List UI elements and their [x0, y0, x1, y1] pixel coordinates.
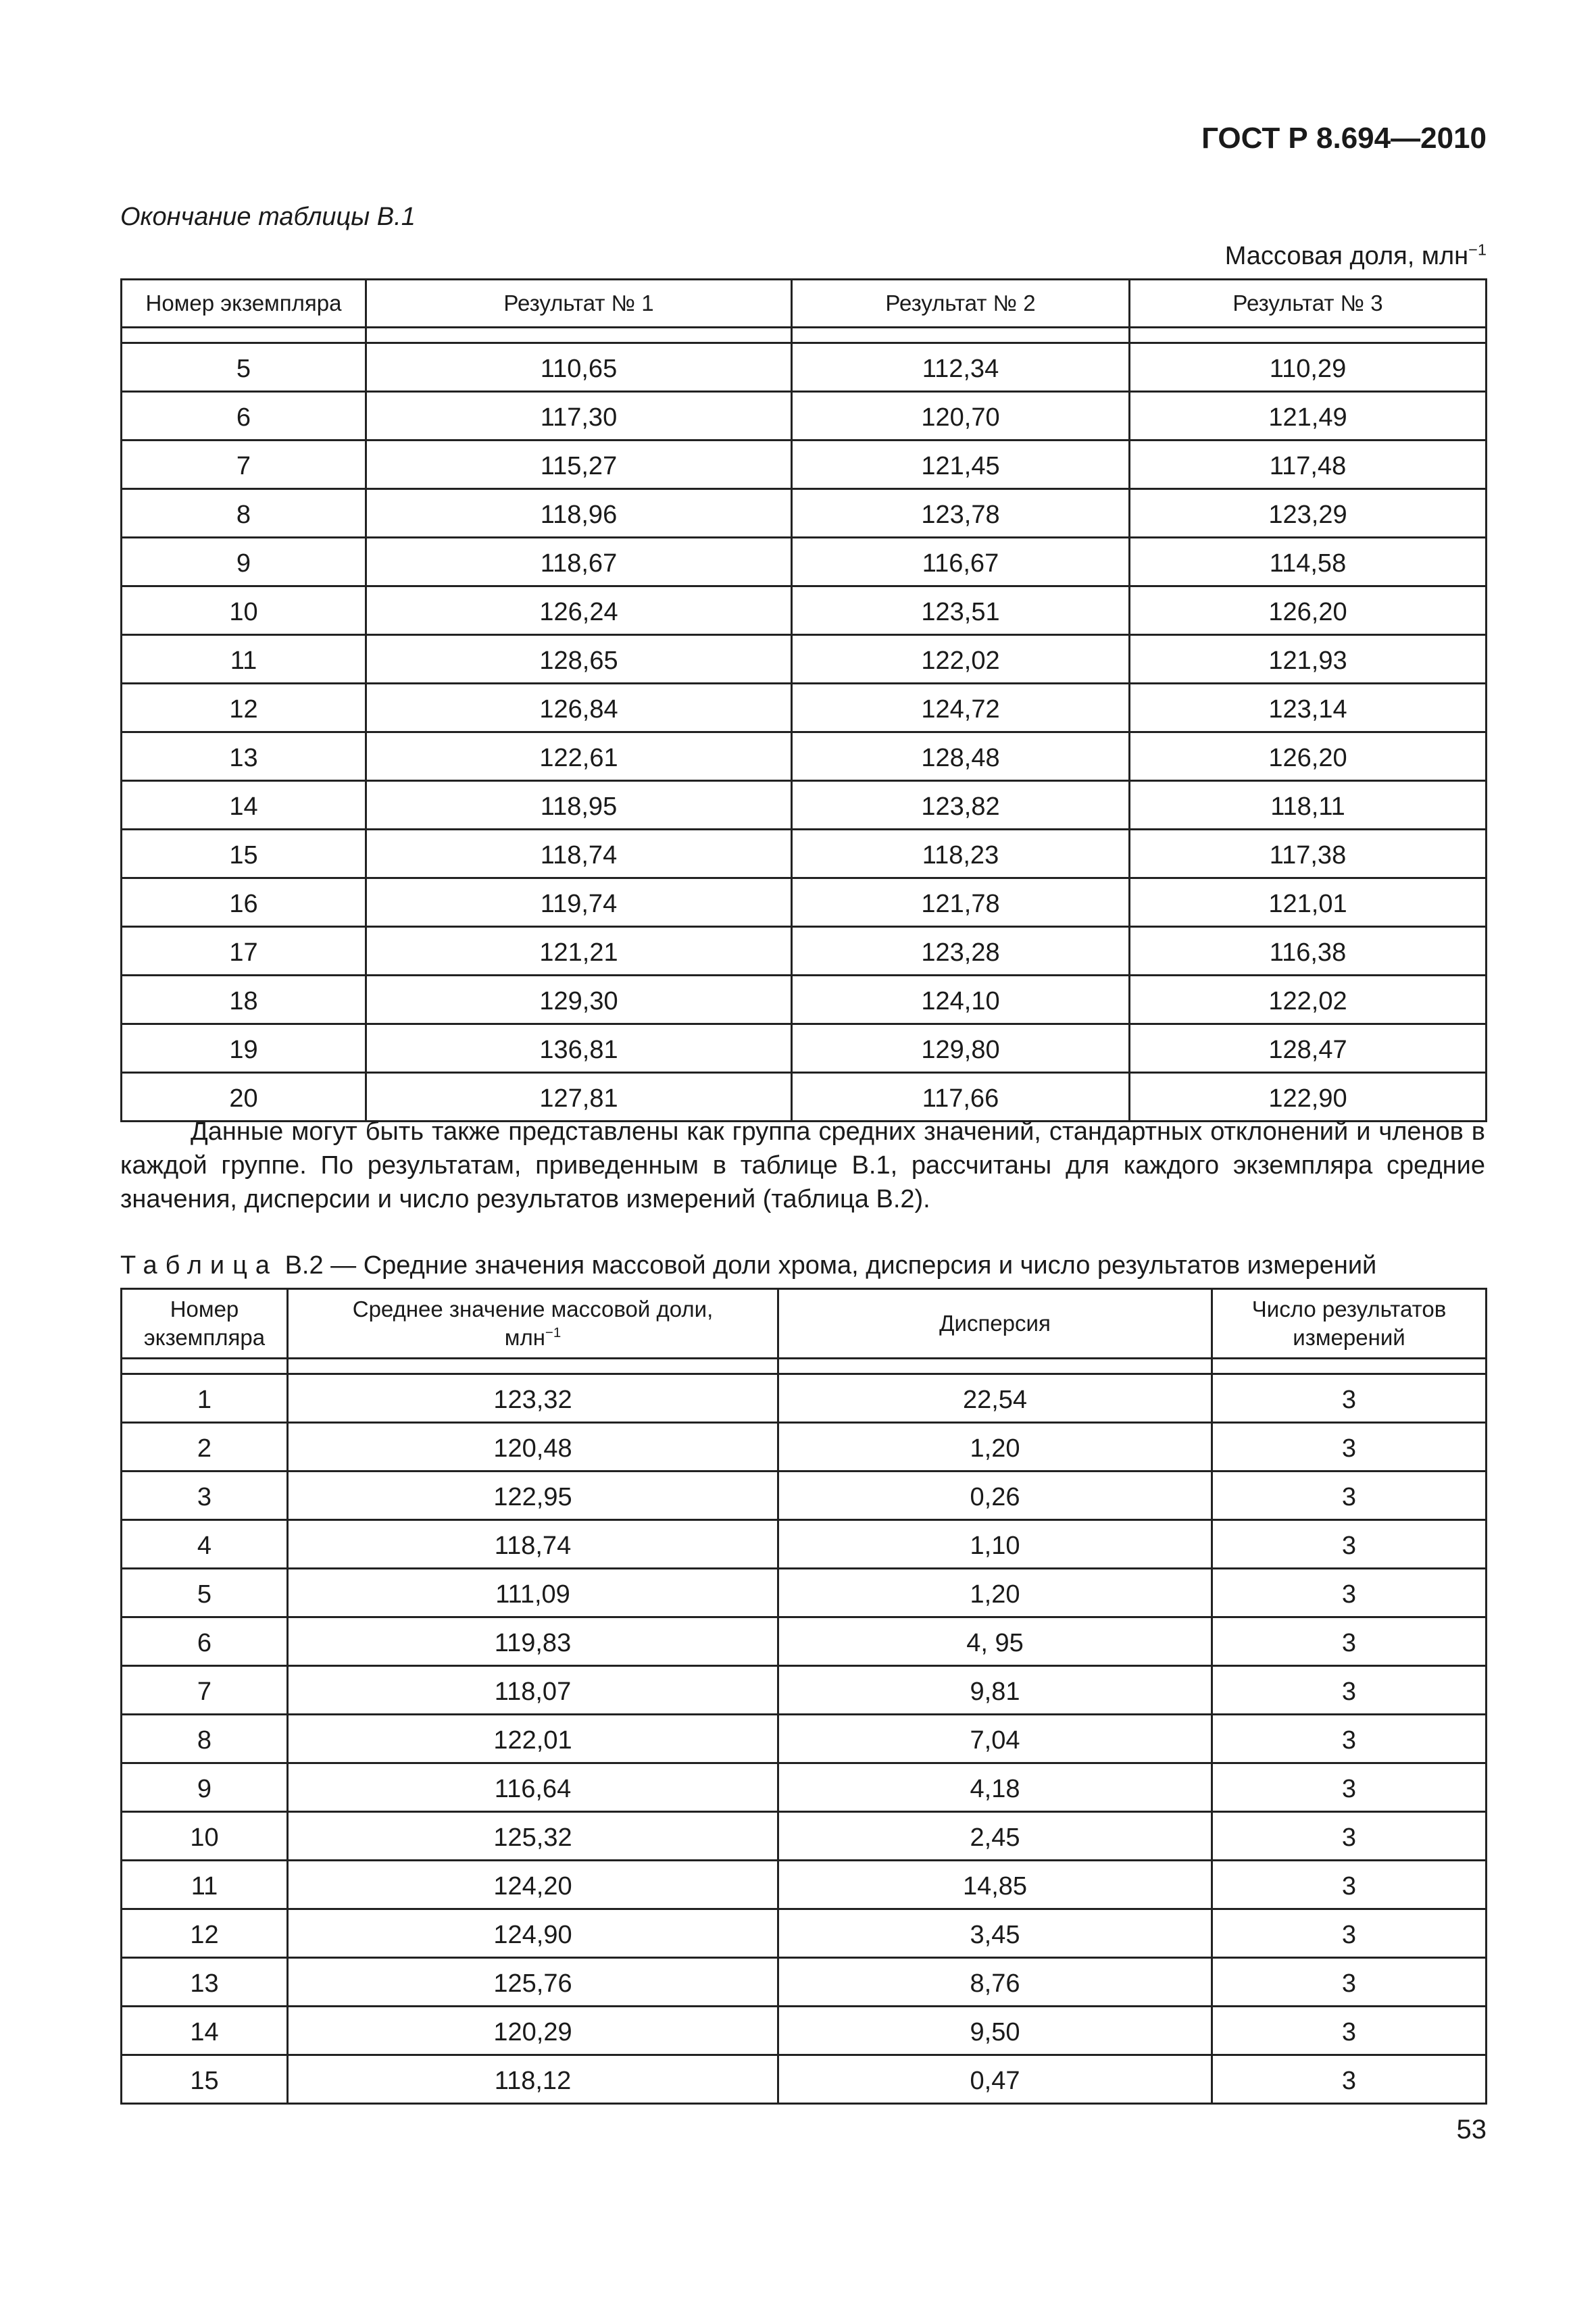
- table-row: [122, 1715, 1487, 1763]
- table2-caption-prefix: Таблица: [120, 1251, 278, 1280]
- gap-cell: [288, 1359, 778, 1374]
- table-cell: 127,81: [366, 1073, 792, 1122]
- table-cell: 9: [122, 1763, 288, 1812]
- table-cell: 1,10: [778, 1520, 1212, 1569]
- table-cell: 14: [122, 781, 366, 830]
- table-cell: 11: [122, 1861, 288, 1909]
- table-cell: 3: [1212, 1909, 1487, 1958]
- table-cell: 123,28: [792, 927, 1130, 976]
- table-cell: 4: [122, 1520, 288, 1569]
- table-cell: 3: [1212, 1861, 1487, 1909]
- table-cell: 121,21: [366, 927, 792, 976]
- table-cell: 122,90: [1130, 1073, 1487, 1122]
- table-cell: 3: [1212, 1958, 1487, 2007]
- table-cell: 3: [1212, 1763, 1487, 1812]
- table-cell: 10: [122, 586, 366, 635]
- table-cell: 121,01: [1130, 878, 1487, 927]
- table-cell: 7: [122, 1666, 288, 1715]
- table-row: [122, 1763, 1487, 1812]
- table-cell: 8: [122, 489, 366, 538]
- table-cell: 116,38: [1130, 927, 1487, 976]
- table-cell: 118,12: [288, 2055, 778, 2104]
- table-row: [122, 684, 1487, 732]
- table-cell: 129,30: [366, 976, 792, 1024]
- table-cell: 9: [122, 538, 366, 586]
- table-cell: 0,26: [778, 1472, 1212, 1520]
- gap-cell: [792, 328, 1130, 343]
- table-cell: 124,10: [792, 976, 1130, 1024]
- table-cell: 4,18: [778, 1763, 1212, 1812]
- table-cell: 124,90: [288, 1909, 778, 1958]
- table-b2: [120, 1288, 1487, 2105]
- table-cell: 5: [122, 343, 366, 392]
- table-cell: 122,01: [288, 1715, 778, 1763]
- table2-caption: [120, 1251, 1492, 1280]
- table-cell: 117,30: [366, 392, 792, 441]
- table-cell: 13: [122, 1958, 288, 2007]
- table-row: [122, 441, 1487, 489]
- table-row: [122, 1909, 1487, 1958]
- table-cell: 120,70: [792, 392, 1130, 441]
- table-cell: 125,76: [288, 1958, 778, 2007]
- table-cell: 16: [122, 878, 366, 927]
- units-superscript: −1: [1468, 241, 1487, 259]
- table1-col-header: Результат № 1: [366, 280, 792, 328]
- table-b1: [120, 278, 1487, 1122]
- table-cell: 9,50: [778, 2007, 1212, 2055]
- table-cell: 120,29: [288, 2007, 778, 2055]
- table-cell: 14,85: [778, 1861, 1212, 1909]
- table-cell: 121,45: [792, 441, 1130, 489]
- table1-col-header: Номер экземпляра: [122, 280, 366, 328]
- table-cell: 125,32: [288, 1812, 778, 1861]
- table-row: [122, 1472, 1487, 1520]
- table-cell: 128,48: [792, 732, 1130, 781]
- table-cell: 11: [122, 635, 366, 684]
- units-text: Массовая доля, млн: [1224, 242, 1469, 270]
- table-cell: 3: [1212, 2007, 1487, 2055]
- table-cell: 3: [1212, 1423, 1487, 1472]
- table-cell: 7,04: [778, 1715, 1212, 1763]
- table-cell: 115,27: [366, 441, 792, 489]
- table-cell: 118,11: [1130, 781, 1487, 830]
- table-cell: 118,07: [288, 1666, 778, 1715]
- table-cell: 8: [122, 1715, 288, 1763]
- table-cell: 118,74: [366, 830, 792, 878]
- header-line: Число результатов: [1251, 1297, 1447, 1322]
- header-line: млн: [504, 1325, 545, 1350]
- table2-col-header-number: [122, 1289, 288, 1359]
- header-superscript: −1: [545, 1325, 562, 1340]
- table-cell: 1,20: [778, 1423, 1212, 1472]
- table-row: [122, 1374, 1487, 1423]
- table-cell: 15: [122, 830, 366, 878]
- table-row: [122, 1073, 1487, 1122]
- table-row: [122, 878, 1487, 927]
- table-cell: 122,02: [1130, 976, 1487, 1024]
- table-cell: 123,51: [792, 586, 1130, 635]
- header-line: Среднее значение массовой доли,: [352, 1297, 714, 1322]
- table1-col-header: Результат № 2: [792, 280, 1130, 328]
- table-cell: 122,61: [366, 732, 792, 781]
- body-paragraph: Данные могут быть также представлены как группа средних значений, стандартных отклонений и членов в каждой группе. По результатам, приведенным в таблице В.1, рассчитаны для каждого экземпляра средние значения, дисперсии и число результатов измерений (таблица В.2).: [120, 1117, 1485, 1213]
- table-cell: 128,65: [366, 635, 792, 684]
- table-cell: 0,47: [778, 2055, 1212, 2104]
- table-cell: 112,34: [792, 343, 1130, 392]
- table-cell: 110,29: [1130, 343, 1487, 392]
- table-cell: 18: [122, 976, 366, 1024]
- table-cell: 122,02: [792, 635, 1130, 684]
- table-cell: 6: [122, 392, 366, 441]
- table-cell: 3: [1212, 1666, 1487, 1715]
- document-code: ГОСТ Р 8.694—2010: [1201, 122, 1487, 155]
- table1-units-label: [1014, 242, 1487, 271]
- table-cell: 121,49: [1130, 392, 1487, 441]
- header-gap-row: [122, 328, 1487, 343]
- table-cell: 3: [1212, 1520, 1487, 1569]
- table-row: [122, 1666, 1487, 1715]
- table-row: [122, 1520, 1487, 1569]
- table-row: [122, 1812, 1487, 1861]
- table2-col-header-count: [1212, 1289, 1487, 1359]
- table-cell: 124,72: [792, 684, 1130, 732]
- table-cell: 123,82: [792, 781, 1130, 830]
- table2-header-row: [122, 1289, 1487, 1359]
- table-cell: 117,38: [1130, 830, 1487, 878]
- table-row: [122, 1423, 1487, 1472]
- table-row: [122, 732, 1487, 781]
- table-cell: 119,74: [366, 878, 792, 927]
- table-cell: 3: [1212, 1374, 1487, 1423]
- gap-cell: [122, 1359, 288, 1374]
- table-row: [122, 1024, 1487, 1073]
- table-cell: 123,32: [288, 1374, 778, 1423]
- gap-cell: [1212, 1359, 1487, 1374]
- table-cell: 14: [122, 2007, 288, 2055]
- table-row: [122, 1861, 1487, 1909]
- table-cell: 121,78: [792, 878, 1130, 927]
- gap-cell: [366, 328, 792, 343]
- table-cell: 119,83: [288, 1617, 778, 1666]
- table-cell: 17: [122, 927, 366, 976]
- table-cell: 4, 95: [778, 1617, 1212, 1666]
- table-row: [122, 538, 1487, 586]
- table-cell: 7: [122, 441, 366, 489]
- table-cell: 110,65: [366, 343, 792, 392]
- table2-col-header-variance: Дисперсия: [778, 1289, 1212, 1359]
- table-cell: 1: [122, 1374, 288, 1423]
- table-cell: 5: [122, 1569, 288, 1617]
- table-cell: 111,09: [288, 1569, 778, 1617]
- table2-body: [122, 1359, 1487, 2104]
- table-cell: 3,45: [778, 1909, 1212, 1958]
- table-cell: 3: [1212, 1569, 1487, 1617]
- table-cell: 9,81: [778, 1666, 1212, 1715]
- table-cell: 10: [122, 1812, 288, 1861]
- table-cell: 15: [122, 2055, 288, 2104]
- table-cell: 126,24: [366, 586, 792, 635]
- table-cell: 22,54: [778, 1374, 1212, 1423]
- gap-cell: [122, 328, 366, 343]
- table-cell: 126,20: [1130, 732, 1487, 781]
- table1-body: [122, 328, 1487, 1122]
- header-gap-row: [122, 1359, 1487, 1374]
- table-cell: 129,80: [792, 1024, 1130, 1073]
- table-cell: 118,74: [288, 1520, 778, 1569]
- table-cell: 118,96: [366, 489, 792, 538]
- page-number: 53: [1456, 2115, 1487, 2144]
- table-cell: 124,20: [288, 1861, 778, 1909]
- table1-continuation-label: Окончание таблицы В.1: [120, 203, 416, 231]
- table-cell: 1,20: [778, 1569, 1212, 1617]
- table-cell: 118,95: [366, 781, 792, 830]
- table1-col-header: Результат № 3: [1130, 280, 1487, 328]
- table2-caption-text: В.2 — Средние значения массовой доли хрома, дисперсия и число результатов измерений: [284, 1251, 1377, 1280]
- table-row: [122, 392, 1487, 441]
- table-cell: 128,47: [1130, 1024, 1487, 1073]
- table-cell: 3: [1212, 1812, 1487, 1861]
- table-cell: 121,93: [1130, 635, 1487, 684]
- table-cell: 126,84: [366, 684, 792, 732]
- table-cell: 117,48: [1130, 441, 1487, 489]
- table-row: [122, 343, 1487, 392]
- table-cell: 6: [122, 1617, 288, 1666]
- table-cell: 126,20: [1130, 586, 1487, 635]
- table-cell: 114,58: [1130, 538, 1487, 586]
- header-line: экземпляра: [143, 1325, 266, 1350]
- table-row: [122, 2007, 1487, 2055]
- table-cell: 13: [122, 732, 366, 781]
- table-cell: 118,67: [366, 538, 792, 586]
- table-cell: 12: [122, 684, 366, 732]
- table-row: [122, 1569, 1487, 1617]
- table-row: [122, 586, 1487, 635]
- table-row: [122, 976, 1487, 1024]
- table-row: [122, 1617, 1487, 1666]
- table-cell: 123,29: [1130, 489, 1487, 538]
- table-cell: 3: [1212, 1617, 1487, 1666]
- table-cell: 116,67: [792, 538, 1130, 586]
- table-cell: 3: [1212, 1472, 1487, 1520]
- table-cell: 19: [122, 1024, 366, 1073]
- gap-cell: [1130, 328, 1487, 343]
- table-row: [122, 1958, 1487, 2007]
- table-cell: 122,95: [288, 1472, 778, 1520]
- table-cell: 118,23: [792, 830, 1130, 878]
- table-cell: 120,48: [288, 1423, 778, 1472]
- table-row: [122, 635, 1487, 684]
- table-cell: 136,81: [366, 1024, 792, 1073]
- table-cell: 3: [122, 1472, 288, 1520]
- table-row: [122, 489, 1487, 538]
- header-line: измерений: [1293, 1325, 1405, 1350]
- table-row: [122, 927, 1487, 976]
- table-cell: 8,76: [778, 1958, 1212, 2007]
- table-cell: 2,45: [778, 1812, 1212, 1861]
- table-cell: 123,78: [792, 489, 1130, 538]
- table-cell: 116,64: [288, 1763, 778, 1812]
- header-line: Номер: [170, 1297, 239, 1322]
- table-cell: 3: [1212, 2055, 1487, 2104]
- gap-cell: [778, 1359, 1212, 1374]
- table-cell: 3: [1212, 1715, 1487, 1763]
- table-row: [122, 781, 1487, 830]
- table-row: [122, 2055, 1487, 2104]
- table2-col-header-mean: [288, 1289, 778, 1359]
- table-cell: 2: [122, 1423, 288, 1472]
- table-cell: 12: [122, 1909, 288, 1958]
- table-cell: 123,14: [1130, 684, 1487, 732]
- table-cell: 20: [122, 1073, 366, 1122]
- table-row: [122, 830, 1487, 878]
- table-cell: 117,66: [792, 1073, 1130, 1122]
- table1-header-row: [122, 280, 1487, 328]
